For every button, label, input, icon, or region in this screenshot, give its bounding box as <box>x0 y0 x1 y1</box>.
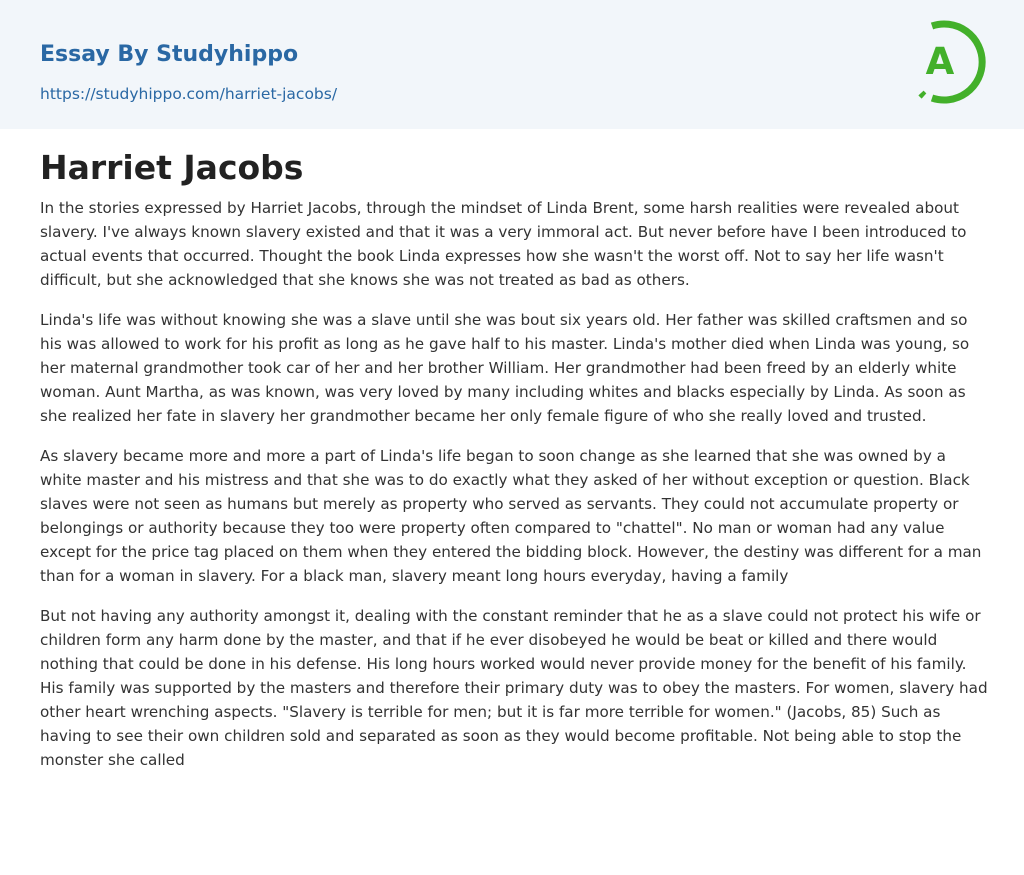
article-paragraph: Linda's life was without knowing she was a slave until she was bout six years old. Her father was skilled craftsmen and so his was allowed to work for his profit as long as he gave half to his master. Linda's mother died when Linda was young, so her maternal grandmother took car of her and her brother William. Her grandmother had been freed by an elderly white woman. Aunt Martha, as was known, was very loved by many including whites and blacks especially by Linda. As soon as she realized her fate in slavery her grandmother became her only female figure of who she really loved and trusted. <box>40 311 970 425</box>
article-paragraph: In the stories expressed by Harriet Jacobs, through the mindset of Linda Brent, some harsh realities were revealed about slavery. I've always known slavery existed and that it was a very immoral act. But never before have I been introduced to actual events that occurred. Thought the book Linda expresses how she wasn't the worst off. Not to say her life wasn't difficult, but she acknowledged that she knows she was not treated as bad as others. <box>40 199 967 289</box>
studyhippo-logo[interactable] <box>912 20 986 104</box>
logo-letter: A <box>925 40 955 83</box>
site-header <box>0 0 1024 129</box>
page-title: Harriet Jacobs <box>40 148 304 187</box>
site-title[interactable]: Essay By Studyhippo <box>40 42 299 67</box>
article-paragraph: But not having any authority amongst it, dealing with the constant reminder that he as a slave could not protect his wife or children form any harm done by the master, and that if he ever disobeyed he would be beat or killed and there would nothing that could be done in his defense. His long hours worked would never provide money for the benefit of his family. His family was supported by the masters and therefore their primary duty was to obey the masters. For women, slavery had other heart wrenching aspects. "Slavery is terrible for men; but it is far more terrible for women." (Jacobs, 85) Such as having to see their own children sold and separated as soon as they would become profitable. Not being able to stop the monster she called <box>40 607 988 769</box>
article-paragraph: As slavery became more and more a part of Linda's life began to soon change as she learned that she was owned by a white master and his mistress and that she was to do exactly what they asked of her without exception or question. Black slaves were not seen as humans but merely as property who served as servants. They could not accumulate property or belongings or authority because they too were property often compared to "chattel". No man or woman had any value except for the price tag placed on them when they entered the bidding block. However, the destiny was different for a man than for a woman in slavery. For a black man, slavery meant long hours everyday, having a family <box>40 447 982 585</box>
page-url-link[interactable]: https://studyhippo.com/harriet-jacobs/ <box>40 85 338 103</box>
article-content <box>40 146 990 788</box>
